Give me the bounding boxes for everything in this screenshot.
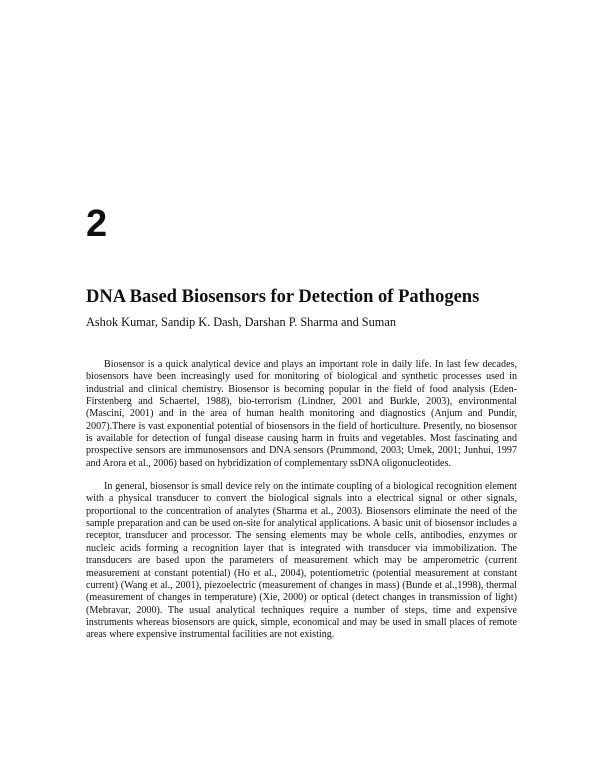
body-paragraph: In general, biosensor is small device rely on the intimate coupling of a biological recognition element with a physical transducer to convert the biological signals into a electrical signal or other signals, proportional to the concentration of analytes (Sharma et al., 2003). Biosensors eliminate the need of the sample preparation and can be used on-site for analytical applications. A basic unit of biosensor includes a receptor, transducer and processor. The sensing elements may be whole cells, antibodies, enzymes or nucleic acids forming a recognition layer that is integrated with transducer via immobilization. The transducers are based upon the parameters of measurement which may be amperometric (current measurement at constant potential) (Ho et al., 2004), potentiometric (potential measurement at constant current) (Wang et al., 2001), piezoelectric (measurement of changes in mass) (Bunde et al.,1998), thermal (measurement of changes in temperature) (Xie, 2000) or optical (detect changes in transmission of light) (Mebravar, 2000). The usual analytical techniques require a number of steps, time and expensive instruments whereas biosensors are quick, simple, economical and may be used in small places of remote areas where expensive instrumental facilities are not existing. bbox=[86, 481, 517, 641]
chapter-authors: Ashok Kumar, Sandip K. Dash, Darshan P. Sharma and Suman bbox=[86, 315, 396, 329]
chapter-body bbox=[86, 359, 517, 642]
chapter-number: 2 bbox=[86, 203, 108, 245]
chapter-title: DNA Based Biosensors for Detection of Pathogens bbox=[86, 287, 480, 307]
body-paragraph: Biosensor is a quick analytical device and plays an important role in daily life. In last few decades, biosensors have been increasingly used for monitoring of biological and synthetic processes used in industrial and clinical chemistry. Biosensor is becoming popular in the field of food analysis (Eden-Firstenberg and Schaertel, 1988), bio-terrorism (Lindner, 2001 and Burkle, 2003), environmental (Mascini, 2001) and in the area of human health monitoring and diagnostics (Anjum and Pundir, 2007).There is vast exponential potential of biosensors in the field of horticulture. Presently, no biosensor is available for detection of fungal disease causing harm in fruits and vegetables. Most fascinating and prospective sensors are immunosensors and DNA sensors (Prummond, 2003; Umek, 2001; Junhui, 1997 and Arora et al., 2006) based on hybridization of complementary ssDNA oligonucleotides. bbox=[86, 359, 517, 469]
